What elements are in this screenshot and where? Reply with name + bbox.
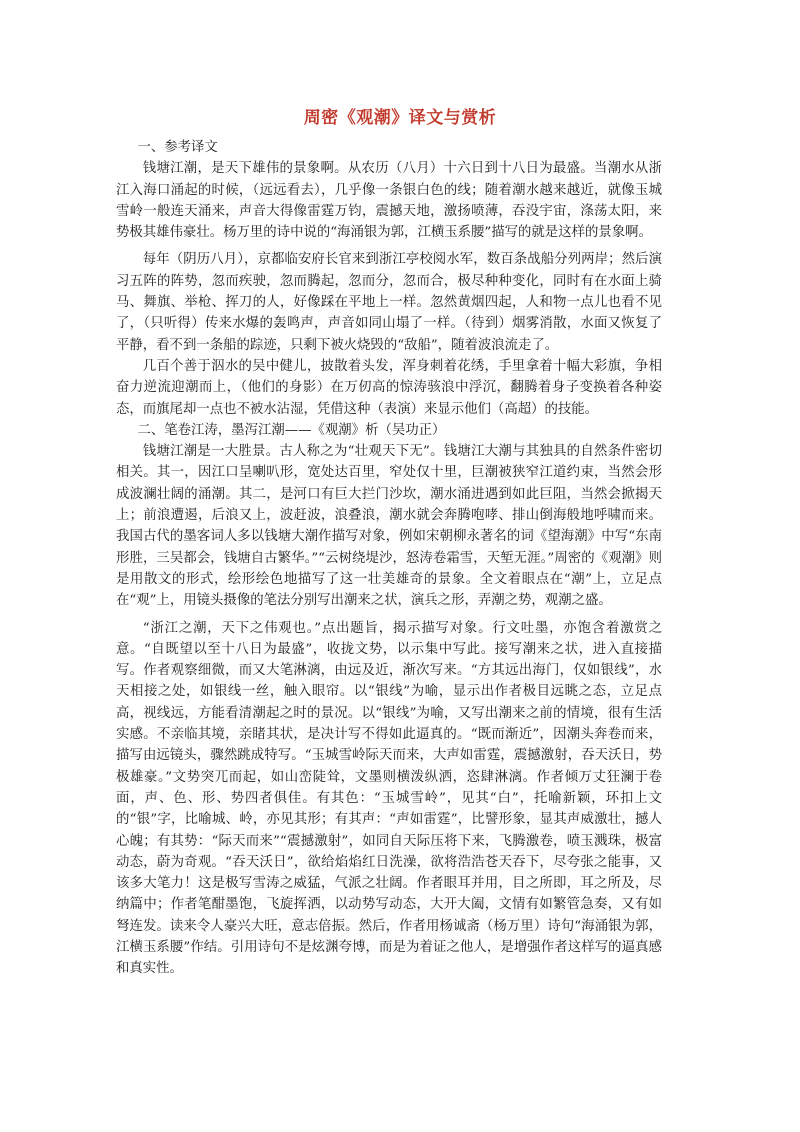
document-title: 周密《观潮》译文与赏析 xyxy=(303,108,497,128)
analysis-paragraph-1: 钱塘江潮是一大胜景。古人称之为“壮观天下无”。钱塘江大潮与其独具的自然条件密切相关。其一，因江口呈喇叭形，宽处达百里，窄处仅十里，巨潮被狭窄江道约束，当然会形成波澜壮阔的涌潮。其二，是河口有巨大拦门沙坎，潮水涌进遇到如此巨阻，当然会掀揭天上；前浪遭遏，后浪又上，波赶波，浪叠浪，潮水就会奔腾咆哮、排山倒海般地呼啸而来。我国古代的墨客词人多以钱塘大潮作描写对象，例如宋朝柳永著名的词《望海潮》中写“东南形胜，三吴都会，钱塘自古繁华。”“云树绕堤沙，怒涛卷霜雪，天堑无涯。”周密的《观潮》则是用散文的形式，绘形绘色地描写了这一壮美雄奇的景象。全文着眼点在“潮”上，立足点在“观”上，用镜头摄像的笔法分别写出潮来之状，演兵之形，弄潮之势，观潮之盛。 xyxy=(116,444,662,609)
analysis-paragraph-2: “浙江之潮，天下之伟观也。”点出题旨，揭示描写对象。行文吐墨，亦饱含着激赏之意。“自既望以至十八日为最盛”，收拢文势，以示集中写此。接写潮来之状，进入直接描写。作者观察细微，而又大笔淋漓，由远及近，渐次写来。“方其远出海门，仅如银线”，水天相接之处，如银线一丝，触入眼帘。以“银线”为喻，显示出作者极目远眺之态，立足点高，视线远，方能看清潮起之时的景况。以“银线”为喻，又写出潮来之前的情境，很有生活实感。不亲临其境，亲睹其状，是决计写不得如此逼真的。“既而渐近”，因潮头奔卷而来，描写由远镜头，骤然跳成特写。“玉城雪岭际天而来，大声如雷霆，震撼激射，吞天沃日，势极雄豪。”文势突兀而起，如山峦陡耸，文墨则横泼纵洒，恣肆淋漓。作者倾万丈狂澜于卷面，声、色、形、势四者俱佳。有其色：“玉城雪岭”，见其“白”，托喻新颖，环扣上文的“银”字，比喻城、岭，亦见其形；有其声：“声如雷霆”，比譬形象，显其声威激壮，撼人心魄；有其势：“际天而来”“震撼激射”，如同自天际压将下来，飞腾激卷，喷玉溅珠，极富动态，蔚为奇观。“吞天沃日”，欲给焰焰红日洗澡，欲将浩浩苍天吞下，尽夸张之能事，又该多大笔力！这是极写雪涛之威猛，气派之壮阔。作者眼耳并用，目之所即，耳之所及，尽纳篇中；作者笔酣墨饱，飞旋挥洒，以动势写动态，大开大阖，文情有如繁管急奏，又有如弩连发。读来令人豪兴大旺，意志倍振。然后，作者用杨诚斋（杨万里）诗句“海涌银为郭，江横玉系腰”作结。引用诗句不是炫渊夸博，而是为着证之他人，是增强作者这样写的逼真感和真实性。 xyxy=(116,620,662,977)
translation-paragraph-2: 每年（阴历八月），京都临安府长官来到浙江亭校阅水军，数百条战船分列两岸；然后演习五阵的阵势，忽而疾驶，忽而腾起，忽而分，忽而合，极尽种种变化，同时有在水面上骑马、舞旗、举枪、挥刀的人，好像踩在平地上一样。忽然黄烟四起，人和物一点儿也看不见了，（只听得）传来水爆的轰鸣声，声音如同山塌了一样。（待到）烟雾消散，水面又恢复了平静，看不到一条船的踪迹，只剩下被火烧毁的“敌船”，随着波浪流走了。 xyxy=(116,252,662,353)
section-heading-analysis: 二、笔卷江涛，墨泻江潮——《观潮》析（吴功正） xyxy=(137,422,446,438)
document-body xyxy=(116,137,662,980)
section-heading-translation: 一、参考译文 xyxy=(137,140,218,155)
translation-paragraph-3: 几百个善于泅水的吴中健儿，披散着头发，浑身刺着花绣，手里拿着十幅大彩旗，争相奋力逆流迎潮而上，（他们的身影）在万仞高的惊涛骇浪中浮沉，翻腾着身子变换着各种姿态，而旗尾却一点也不被水沾湿，凭借这种（表演）来显示他们（高超）的技能。 xyxy=(116,358,662,417)
translation-paragraph-1: 钱塘江潮，是天下雄伟的景象啊。从农历（八月）十六日到十八日为最盛。当潮水从浙江入海口涌起的时候，（远远看去），几乎像一条银白色的线；随着潮水越来越近，就像玉城雪岭一般连天涌来，声音大得像雷霆万钧，震撼天地，激扬喷薄，吞没宇宙，涤荡太阳，来势极其雄伟豪壮。杨万里的诗中说的“海涌银为郭，江横玉系腰”描写的就是这样的景象啊。 xyxy=(116,161,662,241)
